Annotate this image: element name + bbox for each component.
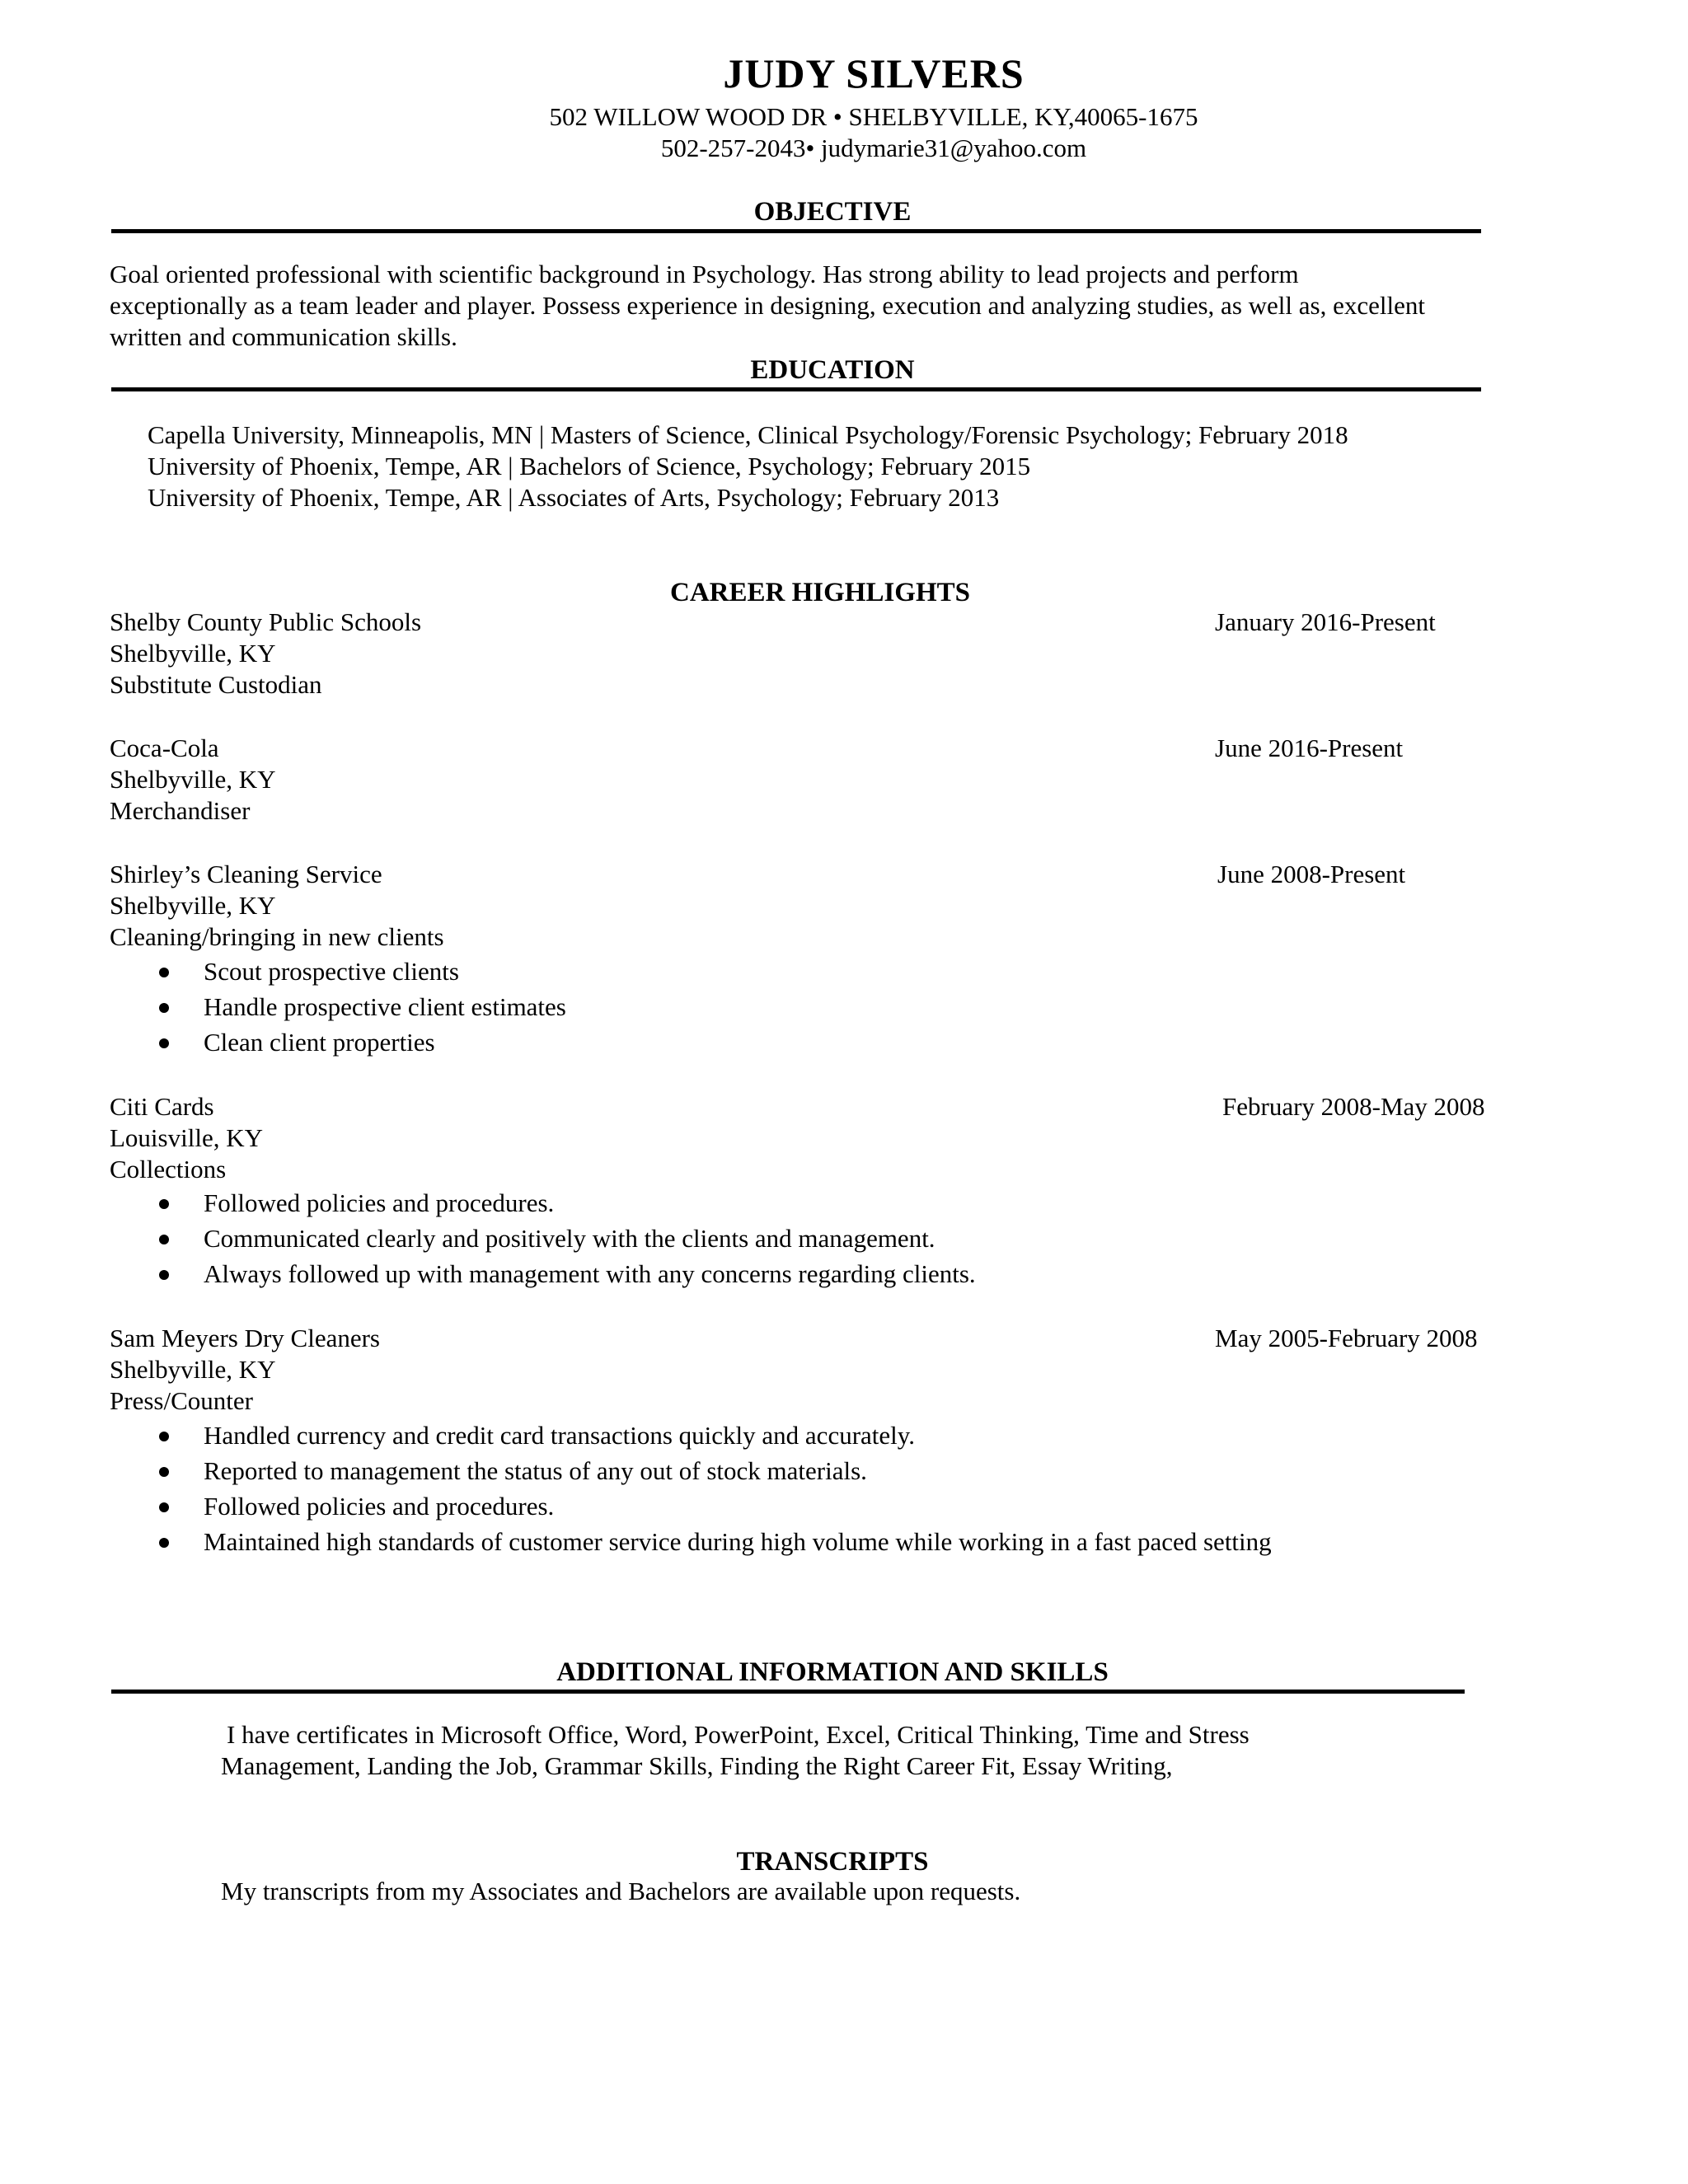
list-item	[159, 1491, 554, 1522]
bullet-icon	[159, 1235, 169, 1244]
job-dates: January 2016-Present	[1215, 607, 1436, 636]
additional-heading: ADDITIONAL INFORMATION AND SKILLS	[556, 1657, 1109, 1687]
resume-address: 502 WILLOW WOOD DR • SHELBYVILLE, KY,40065-1675	[549, 102, 1198, 131]
objective-line-3: written and communication skills.	[110, 322, 457, 351]
education-rule	[111, 387, 1481, 391]
job-dates: May 2005-February 2008	[1215, 1324, 1478, 1352]
education-heading: EDUCATION	[750, 355, 915, 385]
job-location: Shelbyville, KY	[110, 765, 276, 794]
job-employer: Sam Meyers Dry Cleaners	[110, 1324, 380, 1352]
bullet-icon	[159, 1038, 169, 1048]
job-employer: Coca-Cola	[110, 733, 219, 762]
bullet-text: Maintained high standards of customer service during high volume while working in a fast paced setting	[204, 1527, 1272, 1556]
bullet-text: Followed policies and procedures.	[204, 1492, 555, 1521]
bullet-text: Handle prospective client estimates	[204, 992, 566, 1021]
bullet-text: Reported to management the status of any out of stock materials.	[204, 1456, 867, 1485]
bullet-icon	[159, 1467, 169, 1477]
job-location: Shelbyville, KY	[110, 891, 276, 920]
job-employer: Citi Cards	[110, 1092, 214, 1121]
list-item	[159, 1258, 976, 1290]
bullet-text: Handled currency and credit card transactions quickly and accurately.	[204, 1421, 916, 1450]
job-location: Shelbyville, KY	[110, 1355, 276, 1384]
bullet-text: Followed policies and procedures.	[204, 1188, 555, 1217]
bullet-text: Clean client properties	[204, 1028, 435, 1057]
job-dates: June 2008-Present	[1217, 860, 1406, 888]
bullet-icon	[159, 1270, 169, 1280]
job-title: Cleaning/bringing in new clients	[110, 922, 444, 951]
transcripts-heading: TRANSCRIPTS	[736, 1847, 929, 1877]
job-location: Louisville, KY	[110, 1123, 263, 1152]
job-employer: Shelby County Public Schools	[110, 607, 422, 636]
objective-line-1: Goal oriented professional with scientific background in Psychology. Has strong ability to lead projects and perform	[110, 260, 1299, 288]
education-entry: University of Phoenix, Tempe, AR | Associates of Arts, Psychology; February 2013	[148, 483, 1000, 512]
additional-line-2: Management, Landing the Job, Grammar Skills, Finding the Right Career Fit, Essay Writing,	[221, 1751, 1173, 1780]
list-item	[159, 1455, 867, 1487]
job-employer: Shirley’s Cleaning Service	[110, 860, 382, 888]
job-title: Press/Counter	[110, 1386, 253, 1415]
job-dates: February 2008-May 2008	[1222, 1092, 1485, 1121]
job-title: Merchandiser	[110, 796, 251, 825]
list-item	[159, 1526, 1272, 1558]
education-entry: Capella University, Minneapolis, MN | Masters of Science, Clinical Psychology/Forensic Psychology; February 2018	[148, 420, 1348, 449]
list-item	[159, 1420, 915, 1451]
list-item	[159, 1027, 435, 1058]
list-item	[159, 1188, 554, 1219]
objective-heading: OBJECTIVE	[753, 197, 912, 227]
resume-name: JUDY SILVERS	[723, 50, 1025, 96]
career-heading: CAREER HIGHLIGHTS	[670, 578, 970, 607]
bullet-icon	[159, 1502, 169, 1512]
list-item	[159, 1223, 935, 1254]
job-title: Collections	[110, 1155, 227, 1183]
list-item	[159, 956, 459, 987]
additional-rule	[111, 1690, 1465, 1694]
resume-contact: 502-257-2043• judymarie31@yahoo.com	[660, 134, 1087, 162]
bullet-icon	[159, 1199, 169, 1209]
objective-rule	[111, 229, 1481, 233]
job-location: Shelbyville, KY	[110, 639, 276, 668]
additional-line-1: I have certificates in Microsoft Office, Word, PowerPoint, Excel, Critical Thinking, Time and Stress	[227, 1720, 1250, 1749]
bullet-icon	[159, 1003, 169, 1013]
education-entry: University of Phoenix, Tempe, AR | Bachelors of Science, Psychology; February 2015	[148, 452, 1031, 480]
bullet-text: Scout prospective clients	[204, 957, 459, 986]
bullet-icon	[159, 1538, 169, 1548]
list-item	[159, 991, 566, 1023]
bullet-text: Communicated clearly and positively with the clients and management.	[204, 1224, 935, 1253]
transcripts-text: My transcripts from my Associates and Bachelors are available upon requests.	[221, 1877, 1021, 1905]
bullet-icon	[159, 1432, 169, 1441]
bullet-text: Always followed up with management with any concerns regarding clients.	[204, 1259, 976, 1288]
bullet-icon	[159, 968, 169, 977]
job-title: Substitute Custodian	[110, 670, 322, 699]
objective-line-2: exceptionally as a team leader and player. Possess experience in designing, execution and analyzing studies, as well as, excellent	[110, 291, 1425, 320]
job-dates: June 2016-Present	[1215, 733, 1404, 762]
